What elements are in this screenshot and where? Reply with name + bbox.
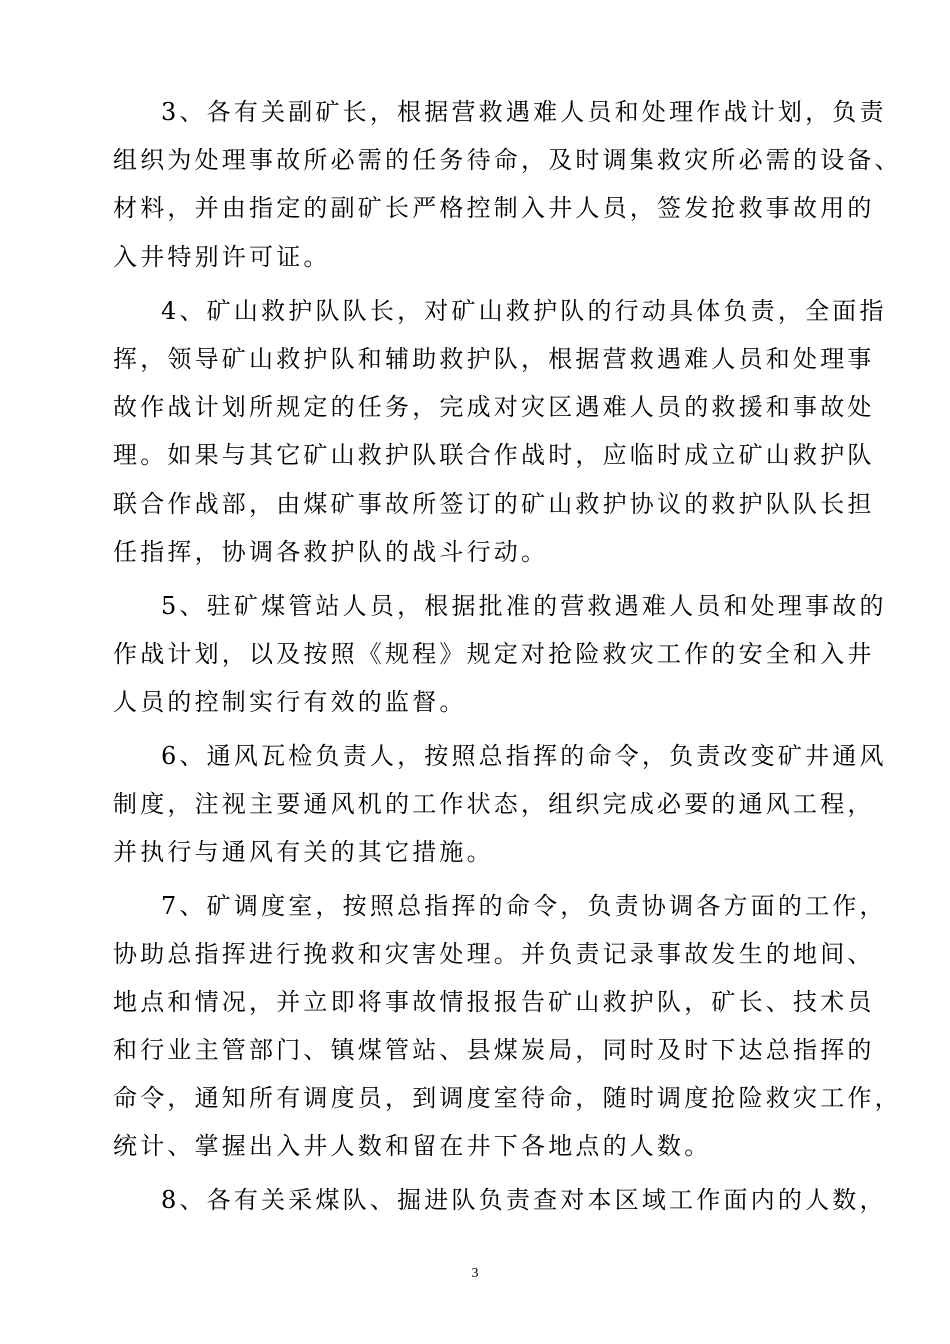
paragraph-7-line-3: 地点和情况，并立即将事故情报报告矿山救护队，矿长、技术员 xyxy=(113,988,875,1016)
paragraph-4-line-3: 故作战计划所规定的任务，完成对灾区遇难人员的救援和事故处 xyxy=(113,393,875,421)
paragraph-6-line-2: 制度，注视主要通风机的工作状态，组织完成必要的通风工程， xyxy=(113,790,875,818)
paragraph-5-line-2: 作战计划，以及按照《规程》规定对抢险救灾工作的安全和入井 xyxy=(113,640,875,668)
paragraph-4-line-1: 4、矿山救护队队长，对矿山救护队的行动具体负责，全面指 xyxy=(161,297,887,325)
paragraph-4-line-4: 理。如果与其它矿山救护队联合作战时，应临时成立矿山救护队 xyxy=(113,441,875,469)
paragraph-7-line-5: 命令，通知所有调度员，到调度室待命，随时调度抢险救灾工作， xyxy=(113,1084,902,1112)
paragraph-5-line-3: 人员的控制实行有效的监督。 xyxy=(113,688,467,716)
paragraph-5-line-1: 5、驻矿煤管站人员，根据批准的营救遇难人员和处理事故的 xyxy=(161,592,887,620)
paragraph-4-line-6: 任指挥，协调各救护队的战斗行动。 xyxy=(113,538,549,566)
paragraph-7-line-2: 协助总指挥进行挽救和灾害处理。并负责记录事故发生的地间、 xyxy=(113,940,875,968)
paragraph-3-line-1: 3、各有关副矿长，根据营救遇难人员和处理作战计划，负责 xyxy=(161,98,887,126)
paragraph-7-line-4: 和行业主管部门、镇煤管站、县煤炭局，同时及时下达总指挥的 xyxy=(113,1036,875,1064)
paragraph-4-line-5: 联合作战部，由煤矿事故所签订的矿山救护协议的救护队队长担 xyxy=(113,490,875,518)
page-number: 3 xyxy=(471,1266,479,1281)
paragraph-3-line-2: 组织为处理事故所必需的任务待命，及时调集救灾所必需的设备、 xyxy=(113,146,902,174)
paragraph-6-line-3: 并执行与通风有关的其它措施。 xyxy=(113,838,494,866)
paragraph-7-line-6: 统计、掌握出入井人数和留在井下各地点的人数。 xyxy=(113,1132,712,1160)
paragraph-3-line-3: 材料，并由指定的副矿长严格控制入井人员，签发抢救事故用的 xyxy=(113,194,875,222)
paragraph-7-line-1: 7、矿调度室，按照总指挥的命令，负责协调各方面的工作， xyxy=(161,892,887,920)
paragraph-4-line-2: 挥，领导矿山救护队和辅助救护队，根据营救遇难人员和处理事 xyxy=(113,345,875,373)
paragraph-3-line-4: 入井特别许可证。 xyxy=(113,243,331,271)
paragraph-8-line-1: 8、各有关采煤队、掘进队负责查对本区域工作面内的人数， xyxy=(161,1186,887,1214)
paragraph-6-line-1: 6、通风瓦检负责人，按照总指挥的命令，负责改变矿井通风 xyxy=(161,742,887,770)
